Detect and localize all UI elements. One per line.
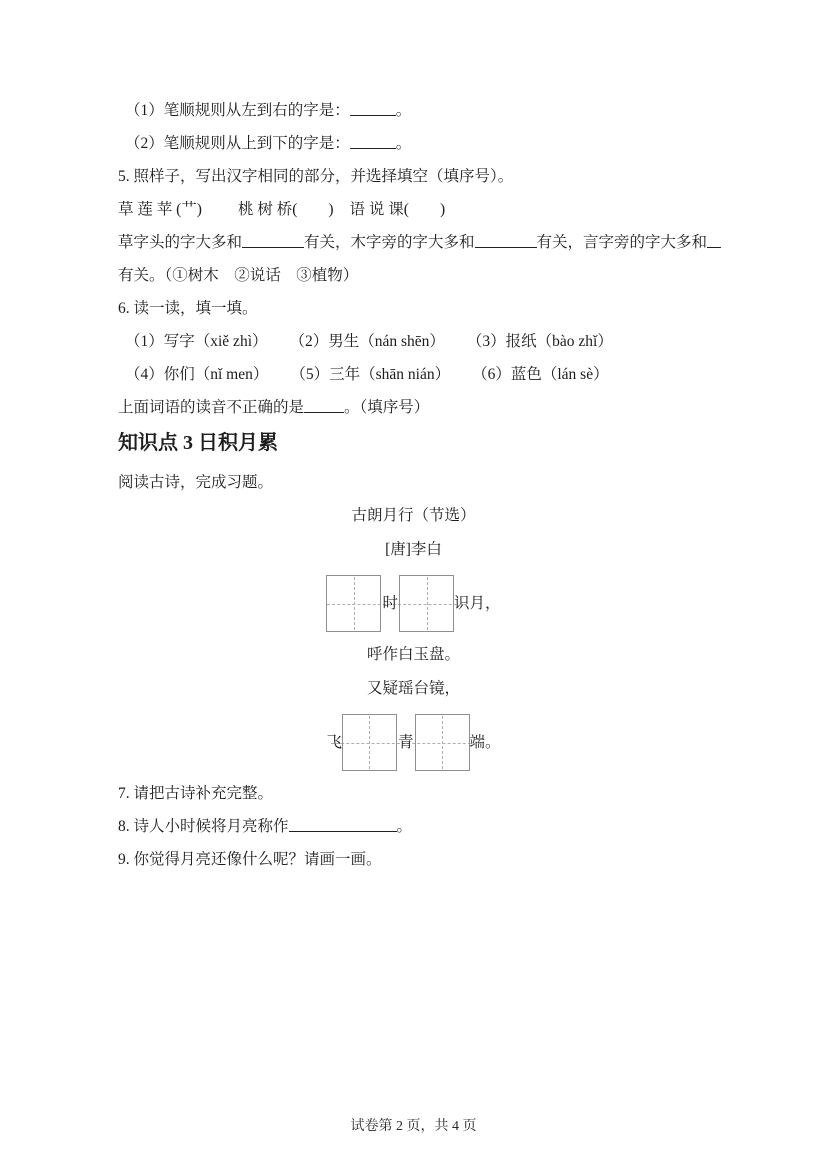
q6-final-text: 上面词语的读音不正确的是 [118,399,305,416]
q8-stem [118,817,727,837]
q5-group-grass-radical: 草 莲 苹 (艹) [118,201,202,218]
q6-item-4: （4）你们（nǐ men） [125,366,269,383]
section-heading-knowledge-point-3: 知识点 3 日积月累 [118,432,278,454]
q6-item-6: （6）蓝色（lán sè） [472,366,609,383]
q5-blank-1 [242,234,304,248]
q6-items-row-2 [118,365,727,385]
poem-block [0,506,827,772]
q6-items-row-1 [118,332,727,352]
writing-box-3 [342,714,397,771]
poem-line4-start: 飞 [326,733,342,751]
poem-line1-char: 时 [382,594,398,612]
q5-character-groups [118,200,727,220]
poem-author: [唐]李白 [385,541,442,558]
q6-item-5: （5）三年（shān nián） [290,366,451,383]
q6-stem: 6. 读一读，填一填。 [118,300,258,317]
q4-item2-text: （2）笔顺规则从上到下的字是： [125,135,350,152]
q8-text: 8. 诗人小时候将月亮称作 [118,818,289,835]
q5-group-speech-radical: 语 说 课( ) [349,201,446,218]
page-footer: 试卷第 2 页，共 4 页 [350,1119,477,1134]
q5-fill1-c: 有关，言字旁的字大多和 [536,234,708,251]
poem-line1-end: 识月， [454,594,501,612]
writing-box-1 [326,575,381,632]
q4-item2-blank [350,135,396,149]
q5-blank-3 [707,234,721,248]
poem-line4-char: 青 [397,733,414,751]
poem-line-2: 呼作白玉盘。 [366,646,460,663]
q6-item-3: （3）报纸（bào zhǐ） [466,333,613,350]
poem-line-3: 又疑瑶台镜， [366,680,460,697]
q5-fill-line-1 [118,233,727,253]
q6-item-1: （1）写字（xiě zhì） [125,333,268,350]
q6-final-suffix: 。（填序号） [344,399,430,416]
q6-final-line [118,398,727,418]
q9-stem: 9. 你觉得月亮还像什么呢？请画一画。 [118,851,382,868]
poem-intro: 阅读古诗，完成习题。 [118,474,274,491]
q8-period: 。 [396,818,413,835]
q5-blank-2 [475,234,537,248]
q5-group-wood-radical: 桃 树 桥( ) [237,201,334,218]
q8-blank [289,818,397,832]
poem-line1-boxes [326,575,454,632]
q5-fill-line-2: 有关。（①树木 ②说话 ③植物） [118,267,359,284]
writing-box-2 [399,575,454,632]
q4-item1-blank [350,102,396,116]
page-content [118,101,727,883]
q7-stem: 7. 请把古诗补充完整。 [118,785,274,802]
poem-line4-end: 端。 [469,733,501,751]
q4-item2-period: 。 [395,135,412,152]
writing-box-4 [415,714,470,771]
q5-stem: 5. 照样子，写出汉字相同的部分，并选择填空（填序号）。 [118,168,514,185]
q4-item-2 [118,134,727,154]
poem-title: 古朗月行（节选） [351,507,476,524]
q4-item1-text: （1）笔顺规则从左到右的字是： [125,102,350,119]
q6-item-2: （2）男生（nán shēn） [289,333,445,350]
poem-line4-boxes [342,714,470,771]
poem-line-4 [0,713,827,772]
q4-item1-period: 。 [395,102,412,119]
q6-final-blank [304,399,344,413]
q4-item-1 [118,101,727,121]
poem-line-1 [0,574,827,633]
q5-fill1-b: 有关，木字旁的字大多和 [304,234,475,251]
q5-fill1-a: 草字头的字大多和 [118,234,243,251]
